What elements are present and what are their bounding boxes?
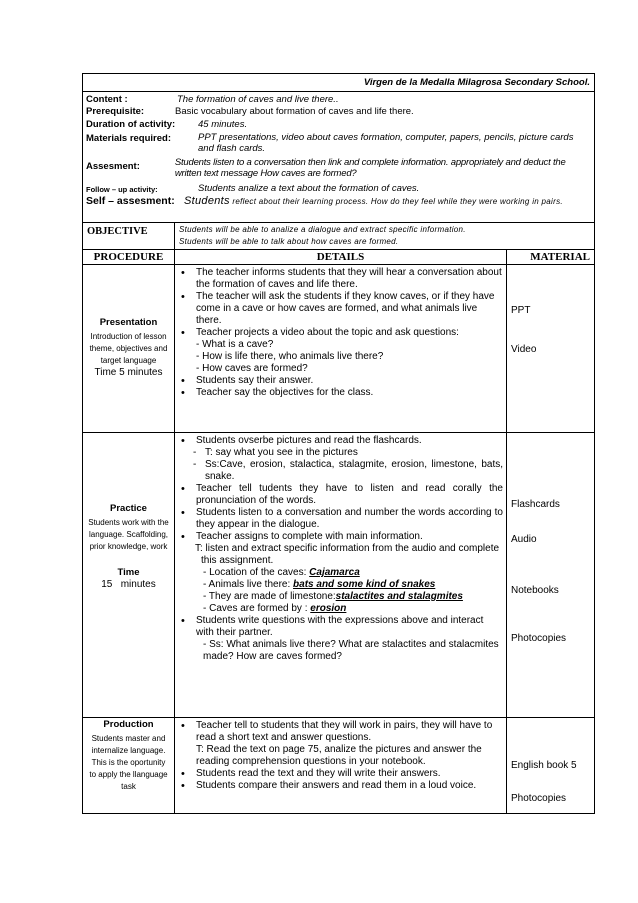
teacher-instruction: T: Read the text on page 75, analize the pictures and answer the reading comprehension questions in your notebook. xyxy=(196,744,482,767)
content-label: Content : xyxy=(86,94,128,105)
question-item: - How is life there, who animals live there? xyxy=(196,351,384,362)
answer-line xyxy=(179,591,503,603)
production-title: Production xyxy=(103,719,154,730)
material-item: Photocopies xyxy=(511,633,567,644)
list-item: • Teacher assigns to complete with main information. xyxy=(179,531,503,543)
list-item: • Students listen to a conversation and number the words according to they appear in the dialogue. xyxy=(179,507,503,531)
answer-value: stalactites and stalagmites xyxy=(335,591,463,602)
presentation-title: Presentation xyxy=(99,317,158,328)
follow-up-value: Students analize a text about the formation of caves. xyxy=(198,183,420,194)
presentation-details xyxy=(175,265,507,433)
self-assesment-value xyxy=(184,195,592,208)
duration-label: Duration of activity: xyxy=(86,119,176,130)
student-questions: - Ss: What animals live there? What are stalactites and stalacmites made? How are caves formed? xyxy=(203,639,499,662)
presentation-time: Time 5 minutes xyxy=(94,367,163,378)
practice-time-value: 15 minutes xyxy=(101,579,156,590)
presentation-material xyxy=(507,265,595,433)
list-item: • Students say their answer. xyxy=(179,375,503,387)
list-item: • Students read the text and they will write their answers. xyxy=(179,768,503,780)
dash-item: - T: say what you see in the pictures xyxy=(179,447,503,459)
self-assesment-first-word: Students xyxy=(184,195,230,207)
answer-value: bats and some kind of snakes xyxy=(293,579,436,590)
list-item: • Teacher say the objectives for the class. xyxy=(179,387,503,399)
material-item: Video xyxy=(511,344,537,355)
practice-desc: Students work with the language. Scaffolding, prior knowledge, work xyxy=(88,518,169,551)
teacher-instruction: T: listen and extract specific information from the audio and complete this assignment. xyxy=(195,543,500,566)
production-stage xyxy=(83,718,175,814)
answer-value: Cajamarca xyxy=(309,567,360,578)
answer-prompt: - They are made of limestone: xyxy=(203,591,336,602)
school-name: Virgen de la Medalla Milagrosa Secondary School. xyxy=(83,74,595,92)
production-material xyxy=(507,718,595,814)
list-item: • Students compare their answers and read them in a loud voice. xyxy=(179,780,503,792)
list-item: • Teacher tell to students that they will work in pairs, they will have to read a short text and answer questions. xyxy=(179,720,503,744)
lesson-plan-table xyxy=(82,73,595,814)
answer-line xyxy=(179,567,503,579)
list-item: • Students ovserbe pictures and read the flashcards. xyxy=(179,435,503,447)
duration-value: 45 minutes. xyxy=(198,119,248,130)
practice-time-label: Time xyxy=(117,567,140,578)
practice-material xyxy=(507,433,595,718)
self-assesment-label: Self – assesment: xyxy=(86,195,175,207)
answer-prompt: - Location of the caves: xyxy=(203,567,310,578)
lesson-plan xyxy=(82,73,594,814)
answer-line xyxy=(179,603,503,615)
material-item: Audio xyxy=(511,534,537,545)
prerequisite-value: Basic vocabulary about formation of caves and life there. xyxy=(175,106,414,117)
prerequisite-label: Prerequisite: xyxy=(86,106,145,117)
objective-text xyxy=(175,223,595,250)
list-item: • Teacher projects a video about the topic and ask questions: xyxy=(179,327,503,339)
assesment-label: Assesment: xyxy=(86,161,140,172)
material-header: MATERIAL xyxy=(507,250,595,265)
procedure-header: PROCEDURE xyxy=(83,250,175,265)
answer-line xyxy=(179,579,503,591)
objective-line-2: Students will be able to talk about how caves are formed. xyxy=(179,237,399,246)
info-block xyxy=(83,92,595,223)
material-item: English book 5 xyxy=(511,760,577,771)
practice-stage xyxy=(83,433,175,718)
materials-label: Materials required: xyxy=(86,133,171,144)
material-item: PPT xyxy=(511,305,531,316)
answer-prompt: - Animals live there: xyxy=(203,579,294,590)
material-item: Notebooks xyxy=(511,585,559,596)
production-desc: Students master and internalize language. This is the oportunity to apply the llanguage task xyxy=(89,734,168,791)
self-assesment-rest: reflect about their learning process. How do they feel while they were working in pairs. xyxy=(229,197,563,206)
practice-title: Practice xyxy=(110,503,147,514)
dash-item: - Ss:Cave, erosion, stalactica, stalagmite, erosion, limestone, bats, snake. xyxy=(179,459,503,483)
answer-value: erosion xyxy=(310,603,347,614)
list-item: • The teacher informs students that they will hear a conversation about the formation of caves and life there. xyxy=(179,267,503,291)
content-value: The formation of caves and live there.. xyxy=(177,94,339,105)
list-item: • Students write questions with the expressions above and interact with their partner. xyxy=(179,615,503,639)
question-item: - What is a cave? xyxy=(196,339,274,350)
presentation-desc: Introduction of lesson theme, objectives and target language xyxy=(89,332,168,365)
list-item: • Teacher tell tudents they have to listen and read corally the pronunciation of the words. xyxy=(179,483,503,507)
production-details xyxy=(175,718,507,814)
follow-up-label: Follow – up activity: xyxy=(86,185,158,194)
material-item: Flashcards xyxy=(511,499,560,510)
practice-details xyxy=(175,433,507,718)
list-item: • The teacher will ask the students if they know caves, or if they have come in a cave or how caves are formed, and what animals live there. xyxy=(179,291,503,327)
question-item: - How caves are formed? xyxy=(196,363,308,374)
answer-prompt: - Caves are formed by : xyxy=(203,603,311,614)
assesment-value: Students listen to a conversation then link and complete information. appropriately and deduct the written text message How caves are formed? xyxy=(174,157,566,179)
presentation-stage xyxy=(83,265,175,433)
objective-line-1: Students will be able to analize a dialogue and extract specific information. xyxy=(179,225,466,234)
materials-value: PPT presentations, video about caves formation, computer, papers, pencils, picture cards and flash cards. xyxy=(198,132,574,154)
details-header: DETAILS xyxy=(175,250,507,265)
material-item: Photocopies xyxy=(511,793,567,804)
objective-label: OBJECTIVE xyxy=(83,223,175,250)
